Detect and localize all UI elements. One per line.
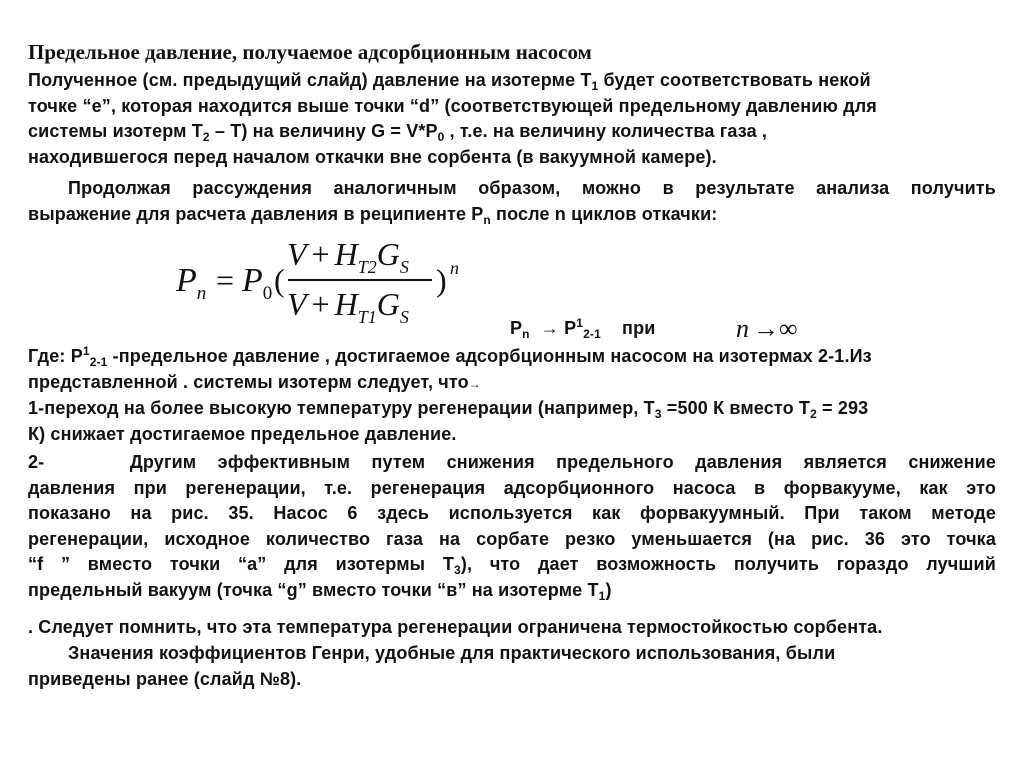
henry-line-2: приведены ранее (слайд №8). bbox=[28, 668, 302, 689]
intro-line-2: точке “е”, которая находится выше точки “d” (соответствующей предельному давлению для bbox=[28, 95, 877, 116]
item-1 bbox=[28, 396, 996, 447]
item-2 bbox=[28, 450, 996, 603]
formula-left-paren: ( bbox=[274, 262, 285, 298]
intro-line-1: Полученное (см. предыдущий слайд) давление на изотерме $Т_1$ будет соответствовать некой bbox=[28, 70, 871, 93]
limit-n-to-infinity: n →∞ bbox=[736, 314, 798, 343]
paragraph-intro bbox=[28, 68, 996, 170]
item-1-line-2: К) снижает достигаемое предельное давление. bbox=[28, 423, 457, 444]
formula-numerator: $V + H_{T2}G_S$ bbox=[287, 236, 409, 277]
where-line-1: Где: $Р^1_{2-1}$ -предельное давление , достигаемое адсорбционным насосом на изотермах 2-1.Из bbox=[28, 344, 872, 369]
intro-line-4: находившегося перед началом откачки вне сорбента (в вакуумной камере). bbox=[28, 146, 717, 167]
slide-title: Предельное давление, получаемое адсорбционным насосом bbox=[28, 40, 592, 64]
fraction-bar bbox=[288, 279, 432, 281]
item-2-line-4: регенерации, исходное количество газа на сорбате резко уменьшается (на рис. 36 это точка bbox=[28, 528, 996, 549]
limit-statement: $P_n \to Р^1_{2-1}$ при bbox=[510, 316, 656, 341]
formula-p0: $P_0$ bbox=[242, 262, 273, 304]
item-1-line-1: 1-переход на более высокую температуру регенерации (например, $Т_3 =500$ К вместо $Т_2 = 293$ bbox=[28, 398, 869, 421]
paragraph-derivation bbox=[28, 176, 996, 227]
derivation-line-1: Продолжая рассуждения аналогичным образом, можно в результате анализа получить bbox=[68, 178, 996, 198]
formula-lhs: $P_n$ bbox=[176, 262, 207, 304]
henry-paragraph bbox=[28, 641, 996, 692]
intro-line-3: системы изотерм $Т_2 - Т$) на величину $G = V*P_0$ , т.е. на величину количества газа , bbox=[28, 121, 768, 144]
where-line-2: представленной . системы изотерм следует, что→ bbox=[28, 371, 481, 392]
formula-equals: = bbox=[216, 262, 235, 298]
where-block bbox=[28, 344, 996, 397]
item-2-line-6: предельный вакуум (точка “g” вместо точки “в” на изотерме $Т_1$) bbox=[28, 579, 612, 603]
henry-line-1: Значения коэффициентов Генри, удобные для практического использования, были bbox=[68, 643, 836, 663]
item-2-line-2: давления при регенерации, т.е. регенерация адсорбционного насоса в форвакууме, как это bbox=[28, 477, 996, 498]
formula-right-paren: ) bbox=[436, 262, 447, 298]
note-line: . Следует помнить, что эта температура регенерации ограничена термостойкостью сорбента. bbox=[28, 617, 883, 637]
item-2-line-3: показано на рис. 35. Насос 6 здесь используется как форвакуумный. При таком методе bbox=[28, 503, 996, 523]
formula-exponent: n bbox=[450, 258, 459, 278]
derivation-line-2: выражение для расчета давления в реципиенте $Р_n$ после n циклов откачки: bbox=[28, 203, 718, 227]
item-2-line-1: 2- Другим эффективным путем снижения предельного давления является снижение bbox=[28, 452, 996, 472]
item-2-line-5: “f ” вместо точки “a” для изотермы $Т_3$), что дает возможность получить гораздо лучший bbox=[28, 554, 996, 577]
formula-denominator: $V + H_{T1}G_S$ bbox=[287, 286, 409, 327]
